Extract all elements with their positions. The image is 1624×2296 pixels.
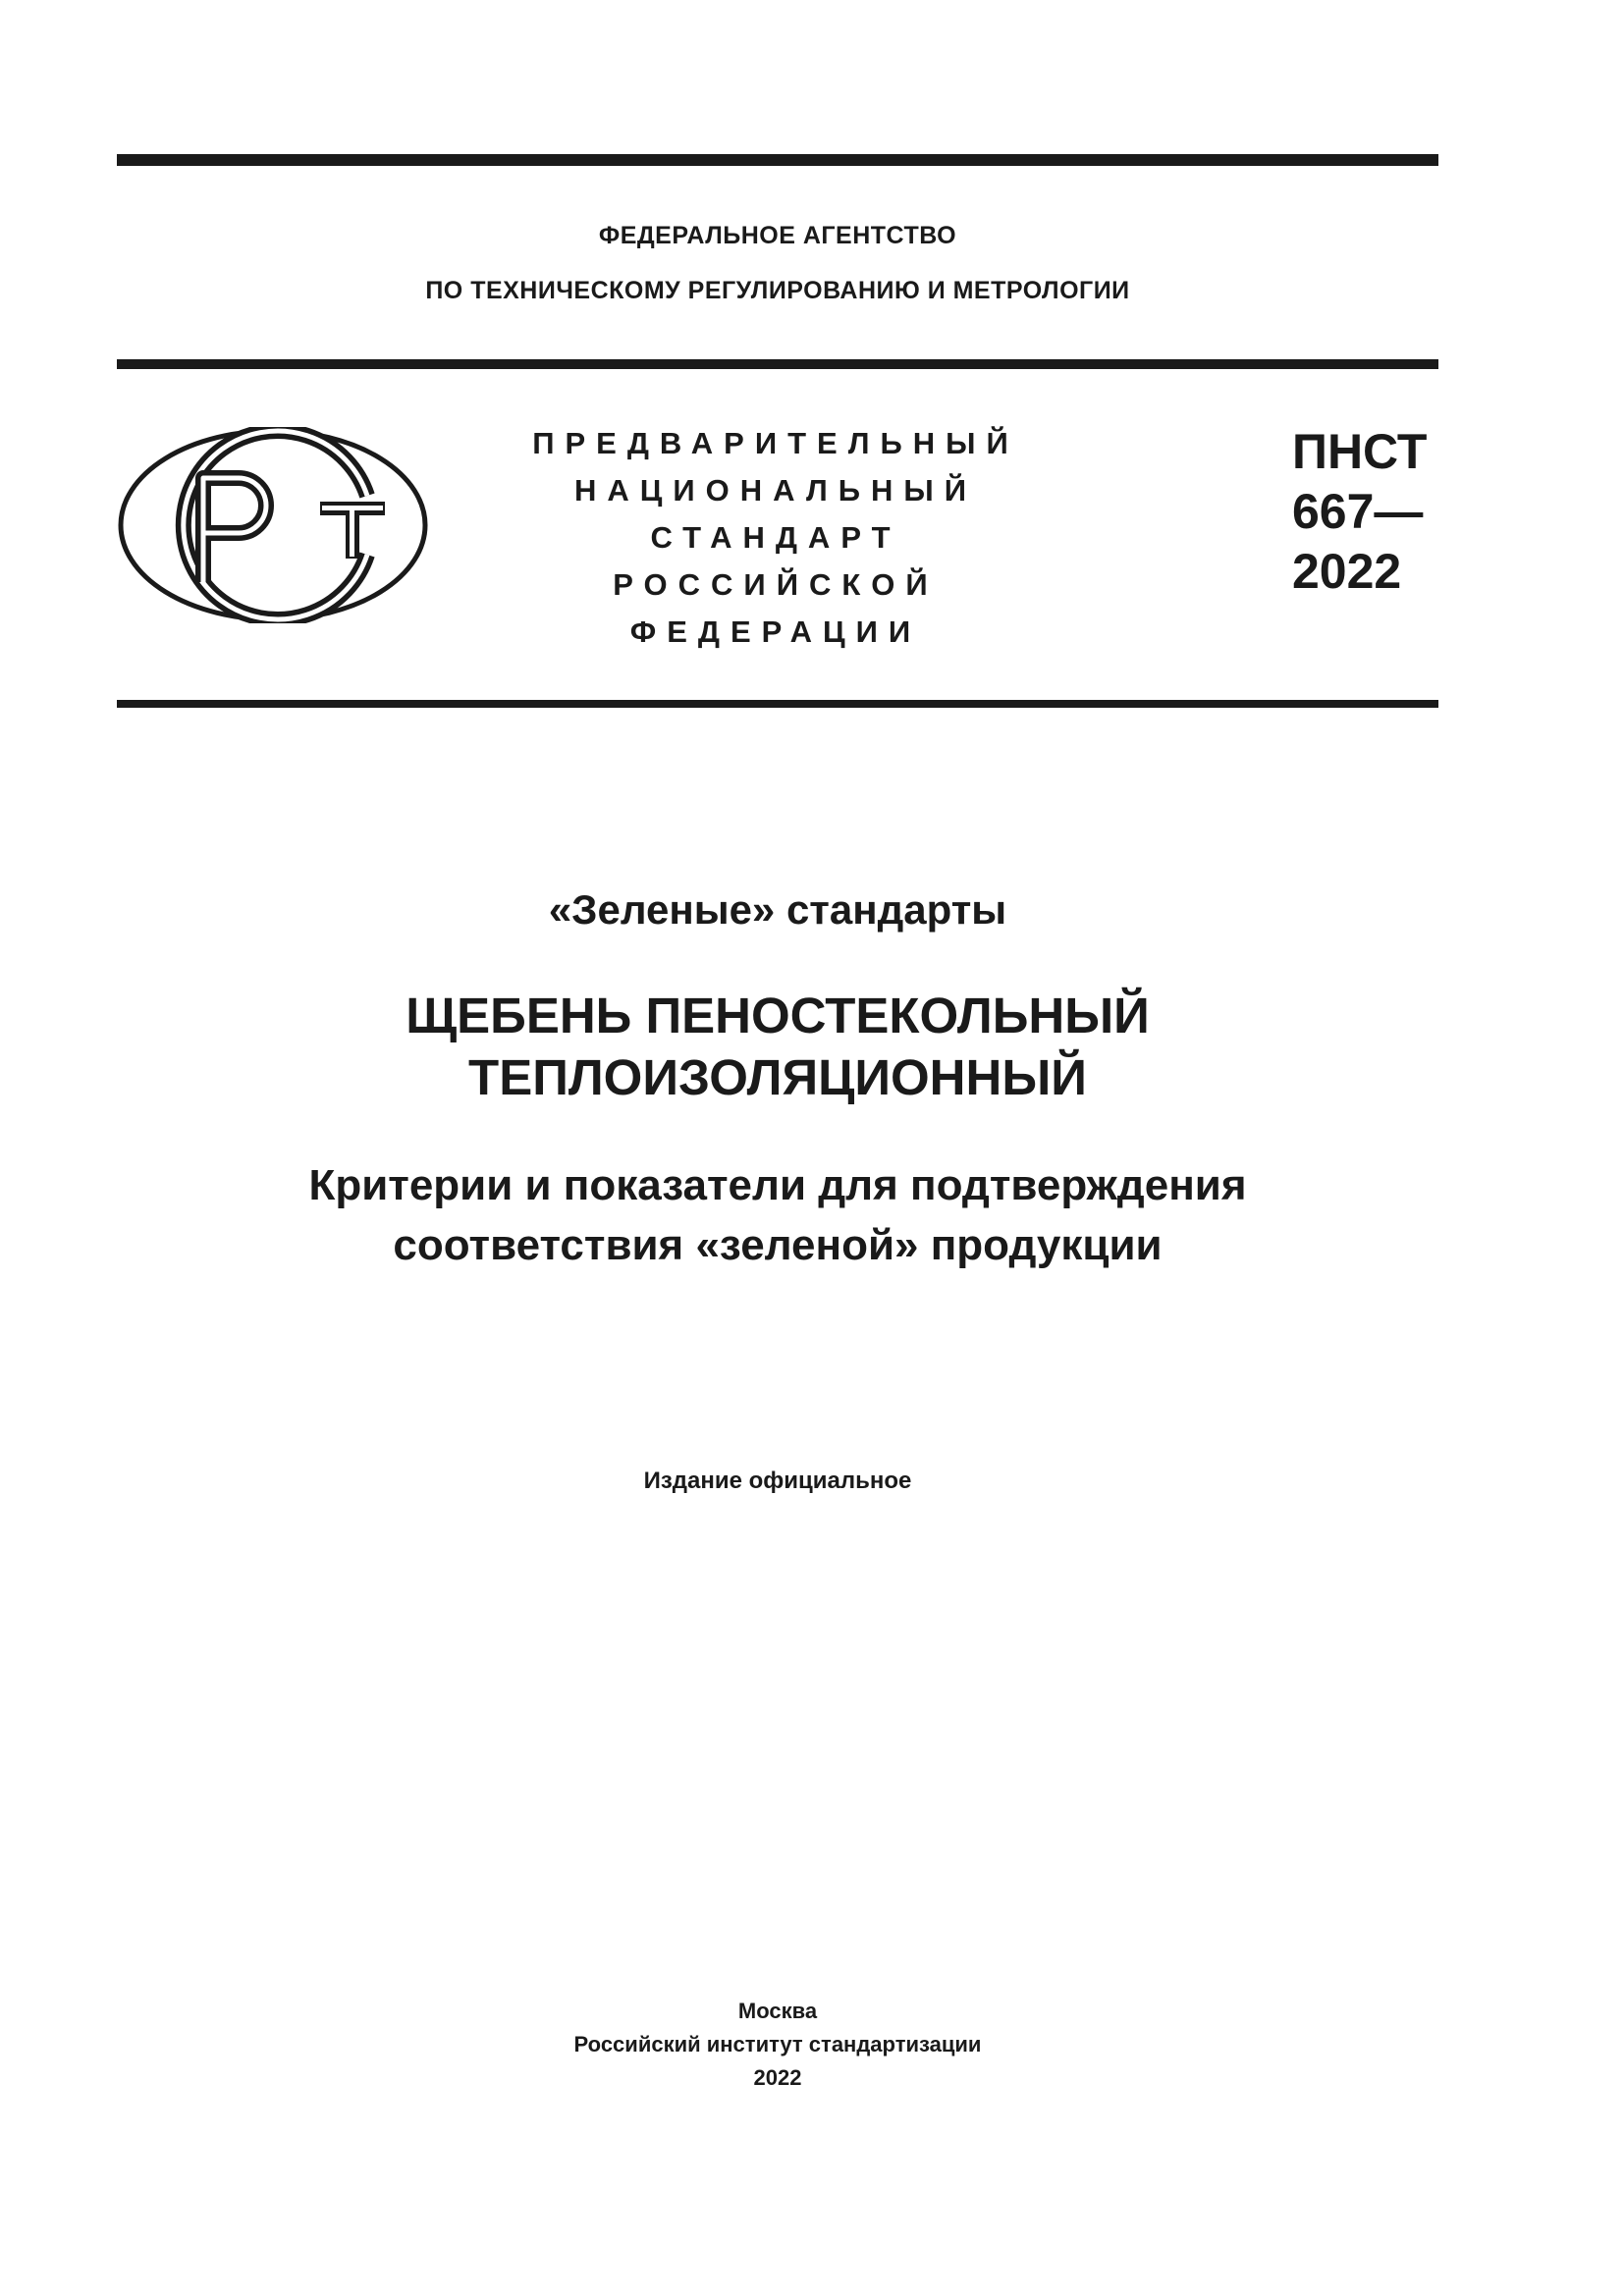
standard-code-line: 667—	[1292, 484, 1424, 539]
imprint	[117, 1995, 1438, 2095]
document-subtitle	[117, 1155, 1438, 1275]
standard-code-line: 2022	[1292, 544, 1402, 599]
document-subtitle-line: Критерии и показатели для подтверждения	[308, 1161, 1247, 1209]
standard-type-line: ПРЕДВАРИТЕЛЬНЫЙ	[532, 426, 1019, 460]
header-rule	[117, 359, 1438, 369]
imprint-year: 2022	[753, 2065, 802, 2090]
agency-line-1: ФЕДЕРАЛЬНОЕ АГЕНТСТВО	[598, 222, 957, 249]
series-title: «Зеленые» стандарты	[548, 886, 1007, 933]
standard-type	[511, 420, 1041, 656]
edition-note: Издание официальное	[643, 1468, 912, 1494]
document-subtitle-line: соответствия «зеленой» продукции	[393, 1221, 1163, 1269]
imprint-publisher: Российский институт стандартизации	[573, 2032, 982, 2056]
document-title	[117, 985, 1438, 1108]
imprint-city: Москва	[737, 1999, 818, 2023]
standard-type-line: РОССИЙСКОЙ	[613, 567, 939, 602]
standard-type-line: НАЦИОНАЛЬНЫЙ	[573, 473, 978, 507]
standard-type-line: СТАНДАРТ	[650, 520, 901, 555]
agency-line-2: ПО ТЕХНИЧЕСКОМУ РЕГУЛИРОВАНИЮ И МЕТРОЛОГИИ	[425, 277, 1130, 304]
document-title-line: ЩЕБЕНЬ ПЕНОСТЕКОЛЬНЫЙ	[406, 988, 1150, 1043]
gost-r-mark-icon	[117, 427, 429, 623]
standard-type-line: ФЕДЕРАЦИИ	[629, 614, 922, 649]
top-rule	[117, 154, 1438, 166]
standard-code	[1292, 422, 1427, 602]
standard-code-line: ПНСТ	[1292, 424, 1428, 479]
masthead-bottom-rule	[117, 700, 1438, 708]
document-title-line: ТЕПЛОИЗОЛЯЦИОННЫЙ	[468, 1049, 1087, 1105]
